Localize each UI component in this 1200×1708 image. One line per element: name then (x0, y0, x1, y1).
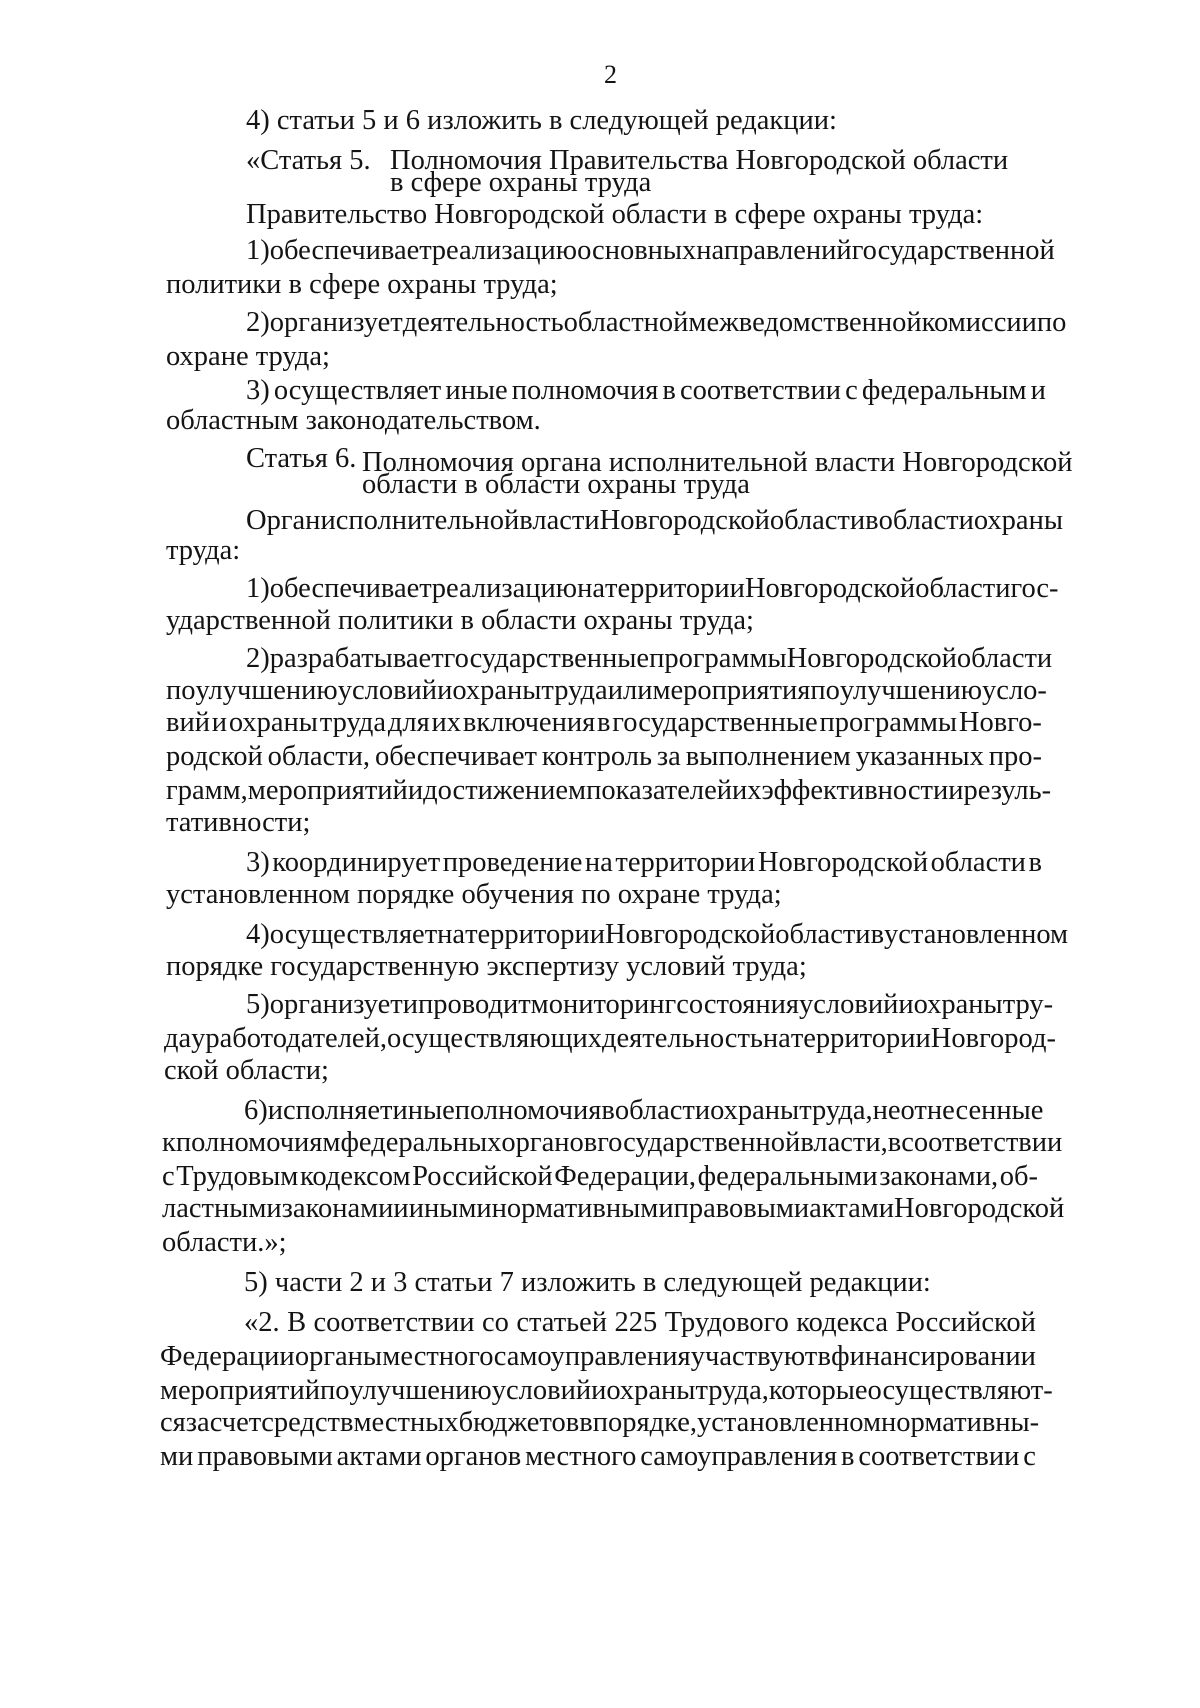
word: нормативны- (881, 1407, 1040, 1438)
word: власти, (800, 1127, 888, 1158)
word: на (577, 573, 605, 604)
word: к (162, 1127, 176, 1158)
word: Федерации, (554, 1161, 696, 1192)
word: указанных (855, 741, 984, 772)
word: про- (988, 741, 1042, 772)
word: правовыми (197, 1441, 333, 1472)
article-6-item-1 (246, 572, 1059, 606)
word: в (870, 919, 885, 950)
word: обеспечивает (269, 573, 432, 604)
article-6-title: Полномочия органа исполнительной власти Новгородской (362, 447, 1073, 478)
word: мероприятий (247, 775, 408, 806)
word: федеральными (697, 1161, 878, 1192)
article-6-item-2-l5 (166, 774, 1052, 808)
word: Трудовым (176, 1161, 299, 1192)
word: полномочиям (175, 1127, 341, 1158)
word: вий (166, 707, 210, 738)
word: основных (577, 235, 697, 266)
word: территории (604, 573, 745, 604)
word: отнесенные (900, 1095, 1044, 1126)
word: гос- (1010, 573, 1059, 604)
word: с (162, 1161, 175, 1192)
article-6-number: Статья 6. (246, 443, 357, 474)
article-6-item-5-l3: ской области; (164, 1055, 329, 1086)
word: бюджетов (458, 1407, 580, 1438)
word: полномочия (454, 1095, 602, 1126)
word: соответствии (313, 1307, 475, 1338)
word: 1) (246, 235, 270, 266)
word: исполняет (267, 1095, 393, 1126)
word: финансировании (831, 1341, 1036, 1372)
article-5-title: Полномочия Правительства Новгородской области (390, 145, 1009, 176)
word: самоуправления (493, 1341, 691, 1372)
word: мониторинг (530, 989, 677, 1020)
word: по (166, 675, 196, 706)
word: и (437, 675, 453, 706)
word: актами (809, 1193, 895, 1224)
word: 3) (246, 375, 270, 406)
word: 3) (246, 847, 270, 878)
word: охраны (913, 989, 1003, 1020)
word: усло- (982, 675, 1047, 706)
word: области (930, 847, 1026, 878)
article-6-item-5 (246, 988, 1054, 1022)
word: и (407, 775, 424, 806)
word: мероприятия (652, 675, 811, 706)
word: резуль- (963, 775, 1052, 806)
article-5-intro: Правительство Новгородской области в сфере охраны труда: (246, 199, 984, 230)
word: Новго- (958, 707, 1042, 738)
word: Новгородской (599, 505, 770, 536)
word: координирует (272, 847, 441, 878)
word: организует (269, 307, 403, 338)
word: установленном (884, 919, 1069, 950)
word: в (865, 505, 879, 536)
word: их (431, 707, 462, 738)
word: местного (525, 1441, 637, 1472)
word: иные (445, 375, 508, 406)
word: охраны (452, 675, 542, 706)
article-6-item-4-cont: порядке государственную экспертизу условий труда; (166, 951, 807, 982)
word: средств (261, 1407, 354, 1438)
word: труда, (695, 1375, 769, 1406)
word: самоуправления (640, 1441, 838, 1472)
word: осуществляет (269, 919, 438, 950)
word: органов (425, 1441, 522, 1472)
word: в (817, 1341, 831, 1372)
word: «2. (244, 1307, 280, 1338)
word: Новгородской (605, 919, 776, 950)
word: деятельность (602, 1023, 763, 1054)
word: федеральным (861, 375, 1027, 406)
word: программы (649, 643, 787, 674)
word: в (579, 1407, 593, 1438)
word: комиссии (921, 307, 1037, 338)
word: состояния (676, 989, 799, 1020)
word: осуществляет (273, 375, 442, 406)
word: области (956, 643, 1053, 674)
article-6-item-2-l3 (166, 706, 1042, 740)
word: или (607, 675, 653, 706)
word: у (191, 1023, 206, 1054)
word: деятельность (402, 307, 564, 338)
word: реализацию (431, 573, 578, 604)
article-5-item-3-cont: областным законодательством. (166, 405, 541, 436)
article-6-item-3 (246, 846, 1042, 880)
word: соответствии (679, 375, 842, 406)
word: и (211, 707, 228, 738)
word: организует (269, 989, 403, 1020)
word: охраны (710, 1095, 800, 1126)
article-7-part-2 (244, 1306, 1036, 1340)
word: соответствии (901, 1127, 1063, 1158)
word: местного (382, 1341, 494, 1372)
word: установленном (696, 1407, 882, 1438)
word: полномочия (511, 375, 659, 406)
word: для (387, 707, 430, 738)
word: территории (615, 847, 756, 878)
word: соответствии (858, 1441, 1020, 1472)
word: государственные (443, 643, 650, 674)
article-6-title-cont: области в области охраны труда (362, 469, 750, 500)
word: осуществляющих (386, 1023, 603, 1054)
word: охраны (228, 707, 318, 738)
word: в (1028, 847, 1042, 878)
word: на (584, 847, 613, 878)
word: обеспечивает (374, 741, 537, 772)
word: ся (160, 1407, 186, 1438)
word: охраны (606, 1375, 696, 1406)
amendment-item-4: 4) статьи 5 и 6 изложить в следующей редакции: (246, 105, 837, 136)
word: нормативными (491, 1193, 674, 1224)
word: и (591, 1375, 607, 1406)
word: Новгородской (894, 1193, 1065, 1224)
word: реализацию (431, 235, 578, 266)
word: органы (294, 1341, 383, 1372)
word: об- (999, 1161, 1038, 1192)
word: на (762, 1023, 791, 1054)
article-6-intro (246, 504, 1063, 538)
word: области (878, 505, 974, 536)
word: Российской (895, 1307, 1036, 1338)
article-6-item-5-l2 (164, 1022, 1056, 1056)
article-6-intro-cont: труда: (166, 535, 241, 566)
article-7-part-2-l4 (160, 1406, 1040, 1440)
word: В (287, 1307, 307, 1338)
word: местных (353, 1407, 459, 1438)
article-6-item-6-l2 (162, 1126, 1063, 1160)
word: счет (209, 1407, 262, 1438)
word: кодекса (796, 1307, 889, 1338)
word: Российской (412, 1161, 553, 1192)
word: Орган (246, 505, 321, 536)
article-5-item-1-cont: политики в сфере охраны труда; (166, 269, 558, 300)
word: исполнительной (320, 505, 520, 536)
word: ластными (162, 1193, 282, 1224)
word: порядке, (592, 1407, 697, 1438)
word: органов (501, 1127, 598, 1158)
article-5-item-1 (246, 234, 1055, 268)
article-7-part-2-l2 (160, 1340, 1036, 1374)
word: и (1030, 375, 1046, 406)
word: и (402, 989, 418, 1020)
word: 2) (246, 643, 270, 674)
word: власти (519, 505, 600, 536)
word: межведомственной (688, 307, 922, 338)
word: 5) (246, 989, 270, 1020)
word: законами (281, 1193, 394, 1224)
word: областной (563, 307, 689, 338)
article-6-item-6-l4 (162, 1192, 1065, 1226)
word: и (898, 989, 914, 1020)
word: труда, (799, 1095, 873, 1126)
word: актами (336, 1441, 422, 1472)
word: 225 (614, 1307, 658, 1338)
article-6-item-2 (246, 642, 1053, 676)
word: с (1023, 1441, 1036, 1472)
word: области (915, 573, 1011, 604)
article-6-item-6-l5: области.»; (162, 1227, 287, 1258)
word: за (185, 1407, 210, 1438)
page-number: 2 (604, 60, 617, 89)
word: эффективности (761, 775, 949, 806)
word: кодексом (299, 1161, 411, 1192)
word: территории (465, 919, 606, 950)
word: труда (319, 707, 387, 738)
word: в (597, 707, 611, 738)
word: их (732, 775, 762, 806)
word: со (482, 1307, 509, 1338)
word: грамм, (166, 775, 248, 806)
word: области, (267, 741, 371, 772)
word: области (769, 505, 866, 536)
word: выполнением (685, 741, 851, 772)
word: программы (819, 707, 958, 738)
word: не (872, 1095, 901, 1126)
word: по (320, 1375, 350, 1406)
word: на (437, 919, 466, 950)
word: Новгородской (786, 643, 957, 674)
word: охраны (973, 505, 1063, 536)
article-5-number: «Статья 5. (246, 145, 371, 176)
word: осуществляют- (867, 1375, 1053, 1406)
word: государственной (851, 235, 1055, 266)
word: иными (408, 1193, 492, 1224)
word: мероприятий (160, 1375, 321, 1406)
word: родской (166, 741, 263, 772)
word: разрабатывает (269, 643, 444, 674)
word: проведение (442, 847, 583, 878)
word: ми (160, 1441, 194, 1472)
word: которые (768, 1375, 868, 1406)
word: статьей (516, 1307, 608, 1338)
article-6-item-3-cont: установленном порядке обучения по охране труда; (166, 879, 782, 910)
word: тру- (1002, 989, 1054, 1020)
word: в (601, 1095, 615, 1126)
word: законами, (879, 1161, 999, 1192)
word: условий (337, 675, 438, 706)
word: направлений (696, 235, 852, 266)
word: в (887, 1127, 902, 1158)
word: условий (799, 989, 899, 1020)
word: иные (392, 1095, 455, 1126)
amendment-item-5: 5) части 2 и 3 статьи 7 изложить в следующей редакции: (244, 1267, 931, 1298)
article-5-item-3 (246, 374, 1046, 408)
article-6-item-2-l4 (166, 740, 1042, 774)
word: улучшению (349, 1375, 492, 1406)
word: улучшению (195, 675, 338, 706)
word: 2) (246, 307, 270, 338)
article-7-part-2-l3 (160, 1374, 1053, 1408)
article-5-title-cont: в сфере охраны труда (390, 167, 652, 198)
word: федеральных (340, 1127, 502, 1158)
word: включения (462, 707, 596, 738)
word: с (845, 375, 858, 406)
word: труда (541, 675, 608, 706)
article-7-part-2-l5 (160, 1440, 1036, 1474)
article-6-item-2-l6: тативности; (166, 807, 311, 838)
article-5-item-2 (246, 306, 1067, 340)
word: 6) (244, 1095, 268, 1126)
word: области (775, 919, 871, 950)
word: 1) (246, 573, 270, 604)
word: условий (491, 1375, 592, 1406)
article-6-item-2-l2 (166, 674, 1047, 708)
word: показателей (586, 775, 733, 806)
word: правовыми (673, 1193, 810, 1224)
word: Новгородской (757, 847, 929, 878)
word: Трудового (664, 1307, 789, 1338)
word: да (164, 1023, 192, 1054)
word: достижением (423, 775, 587, 806)
article-5-item-2-cont: охране труда; (166, 341, 330, 372)
article-6-item-4 (246, 918, 1069, 952)
word: проводит (418, 989, 531, 1020)
word: улучшению (839, 675, 983, 706)
word: Новгород- (930, 1023, 1056, 1054)
word: Новгородской (744, 573, 916, 604)
word: обеспечивает (269, 235, 432, 266)
word: работодателей, (205, 1023, 387, 1054)
word: по (1036, 307, 1067, 338)
word: Федерации (160, 1341, 295, 1372)
word: в (840, 1441, 855, 1472)
word: в (662, 375, 676, 406)
article-6-item-6-l3 (162, 1160, 1038, 1194)
word: области (614, 1095, 711, 1126)
word: территории (790, 1023, 931, 1054)
word: 4) (246, 919, 270, 950)
word: государственной (597, 1127, 801, 1158)
word: участвуют (690, 1341, 818, 1372)
article-6-item-6 (244, 1094, 1044, 1128)
word: государственные (612, 707, 818, 738)
word: и (948, 775, 964, 806)
word: контроль (541, 741, 652, 772)
word: за (656, 741, 681, 772)
word: и (393, 1193, 409, 1224)
article-6-item-1-cont: ударственной политики в области охраны труда; (166, 605, 754, 636)
word: по (810, 675, 840, 706)
